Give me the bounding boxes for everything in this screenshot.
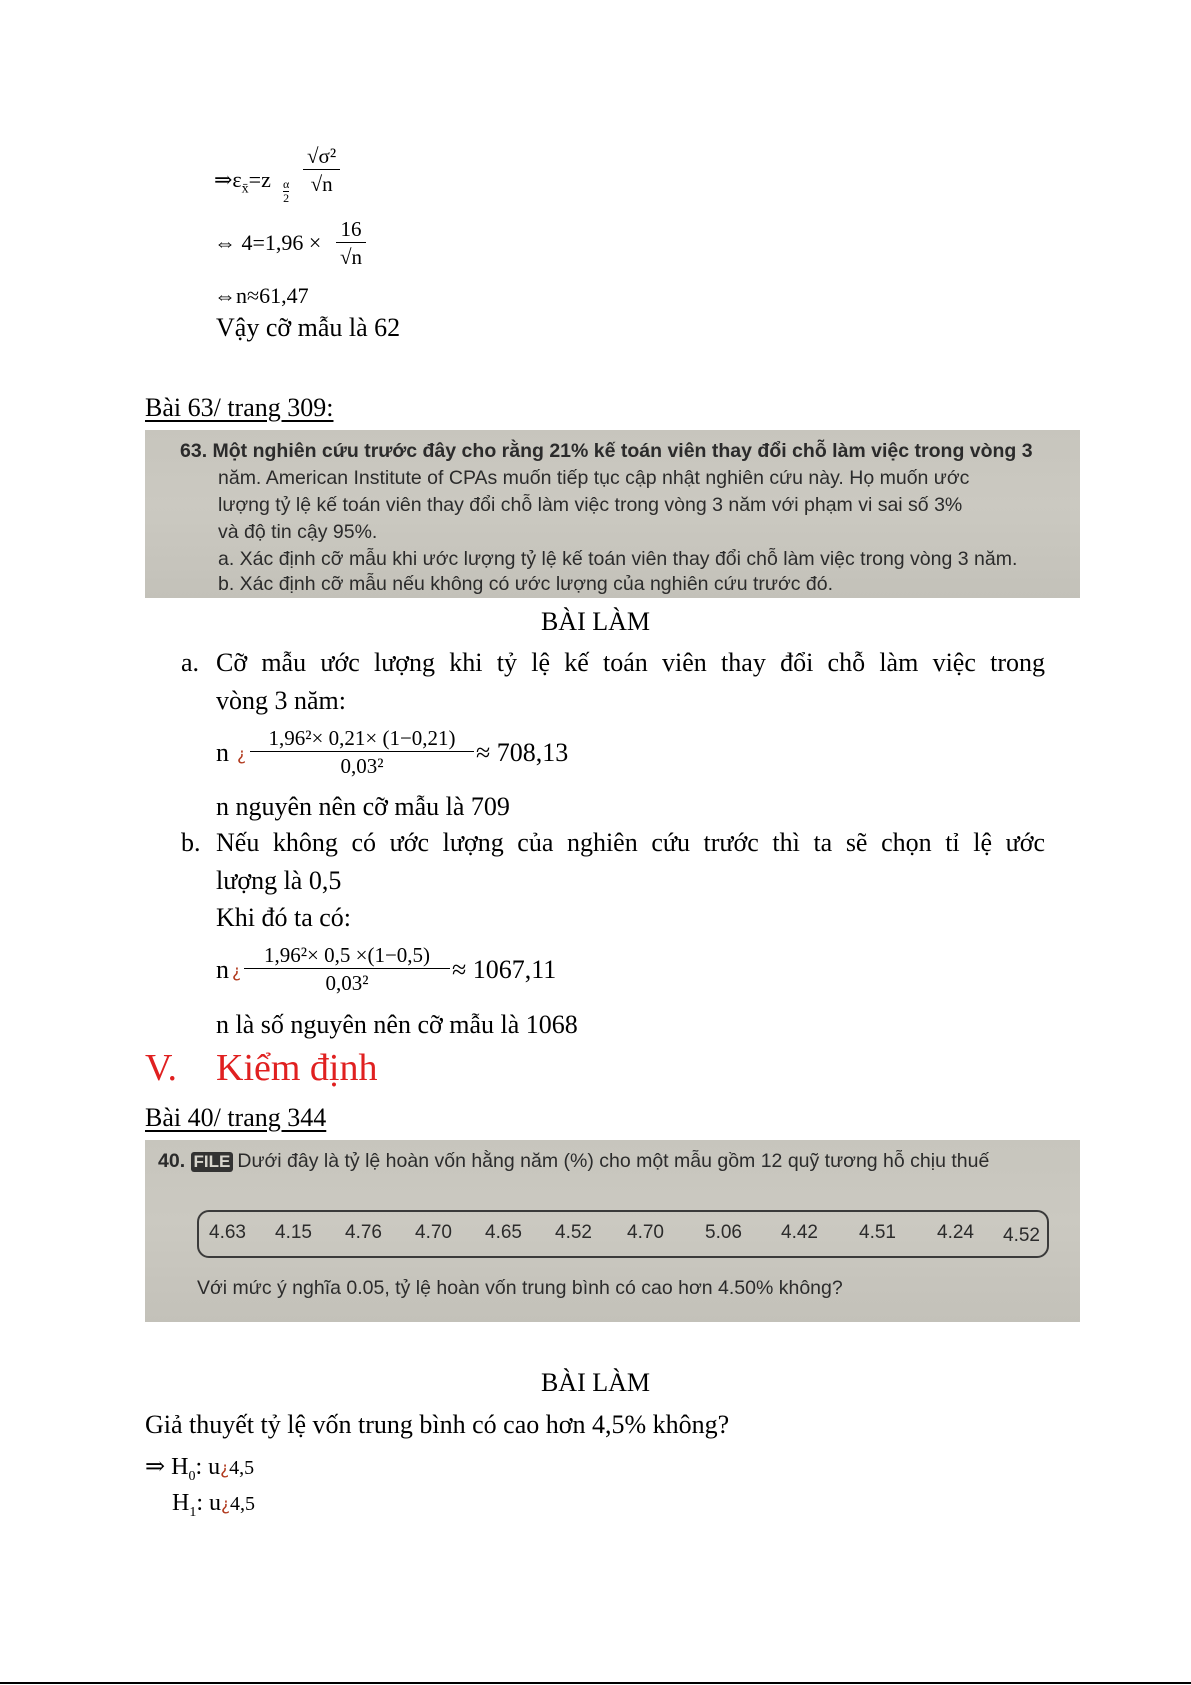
section-number: V. [145,1047,178,1089]
data-value: 4.65 [485,1222,522,1243]
data-value: 5.06 [705,1222,742,1243]
data-values-box [197,1210,1049,1258]
data-value: 4.52 [555,1222,592,1243]
data-value: 4.51 [859,1222,896,1243]
formula-result-n: ⇔n≈61,47 [214,283,309,308]
part-b-conclusion: n là số nguyên nên cỡ mẫu là 1068 [216,1010,578,1039]
part-b-text: Nếu không có ước lượng của nghiên cứu trước thì ta sẽ chọn tỉ lệ ước [216,828,1045,857]
exercise-40-heading: Bài 40/ trang 344 [145,1103,327,1132]
data-value: 4.52 [1003,1225,1040,1246]
photo-question-line: Với mức ý nghĩa 0.05, tỷ lệ hoàn vốn trung bình có cao hơn 4.50% không? [197,1277,843,1299]
exercise-63-photo [145,430,1080,598]
file-badge-icon: FILE [191,1152,234,1172]
photo-line: b. Xác định cỡ mẫu nếu không có ước lượng của nghiên cứu trước đó. [218,573,834,595]
formula-result-a: ≈ 708,13 [476,738,569,767]
exercise-40-photo [145,1140,1080,1322]
part-a-conclusion: n nguyên nên cỡ mẫu là 709 [216,792,510,821]
conclusion-sample-size-62: Vậy cỡ mẫu là 62 [216,313,401,342]
data-value: 4.76 [345,1222,382,1243]
data-value: 4.70 [627,1222,664,1243]
part-b-text-cont: lượng là 0,5 [216,866,342,895]
exercise-63-heading: Bài 63/ trang 309: [145,393,334,422]
section-title: Kiểm định [216,1047,378,1089]
formula-lhs: $\Rightarrow\varepsilon_{x̄}=z$ [214,167,271,197]
part-b-label: b. [181,828,201,857]
alternative-hypothesis: $H_1$: u¿4,5 [172,1490,256,1520]
formula-fraction-b: $\frac{\text{1,96²× 0,5 ×(1−0,5)}}{\text{0,03²}}$ [244,943,450,996]
section-heading-hypothesis-testing [145,1046,378,1090]
formula-z-subscript: α 2 [283,177,290,205]
formula-n: n [216,955,229,984]
data-value: 4.70 [415,1222,452,1243]
data-value: 4.24 [937,1222,974,1243]
page-bottom-rule [0,1682,1191,1684]
formula-glyph: ¿ [232,962,242,982]
data-value: 4.63 [209,1222,246,1243]
hypothesis-question: Giả thuyết tỷ lệ vốn trung bình có cao hơn 4,5% không? [145,1410,730,1439]
formula-fraction-a: $\frac{\text{1,96²× 0,21× (1−0,21)}}{\text{0,03²}}$ [250,726,474,779]
formula-glyph: ¿ [237,745,247,765]
null-hypothesis: ⇒ $H_0$: u¿4,5 [145,1454,255,1484]
photo-line: và độ tin cậy 95%. [218,521,378,543]
data-value: 4.42 [781,1222,818,1243]
formula-fraction-sigma: $\frac{\text{√σ²}}{√n}$ [303,144,340,197]
part-b-text-intro: Khi đó ta có: [216,903,352,932]
formula-result-b: ≈ 1067,11 [452,955,557,984]
photo-intro-line: 40. FILE Dưới đây là tỷ lệ hoàn vốn hằng năm (%) cho một mẫu gồm 12 quỹ tương hỗ chịu thuế [158,1150,990,1172]
data-value: 4.15 [275,1222,312,1243]
formula-fraction-16: $\frac{16}{√n}$ [336,217,366,270]
photo-line: a. Xác định cỡ mẫu khi ước lượng tỷ lệ kế toán viên thay đổi chỗ làm việc trong vòng 3 năm. [218,548,1018,570]
part-a-text-cont: vòng 3 năm: [216,686,346,715]
formula-equation-lhs: ⇔ 4=1,96 × [214,230,322,255]
solution-title: BÀI LÀM [540,607,651,636]
solution-title: BÀI LÀM [540,1368,651,1397]
photo-line: 63. Một nghiên cứu trước đây cho rằng 21% kế toán viên thay đổi chỗ làm việc trong vòng 3 [180,440,1033,462]
photo-line: năm. American Institute of CPAs muốn tiếp tục cập nhật nghiên cứu này. Họ muốn ước [218,467,970,489]
part-a-text: Cỡ mẫu ước lượng khi tỷ lệ kế toán viên thay đổi chỗ làm việc trong [216,648,1045,677]
part-a-label: a. [181,648,200,677]
photo-line: lượng tỷ lệ kế toán viên thay đổi chỗ làm việc trong vòng 3 năm với phạm vi sai số 3% [218,494,963,516]
formula-n: n [216,738,229,767]
